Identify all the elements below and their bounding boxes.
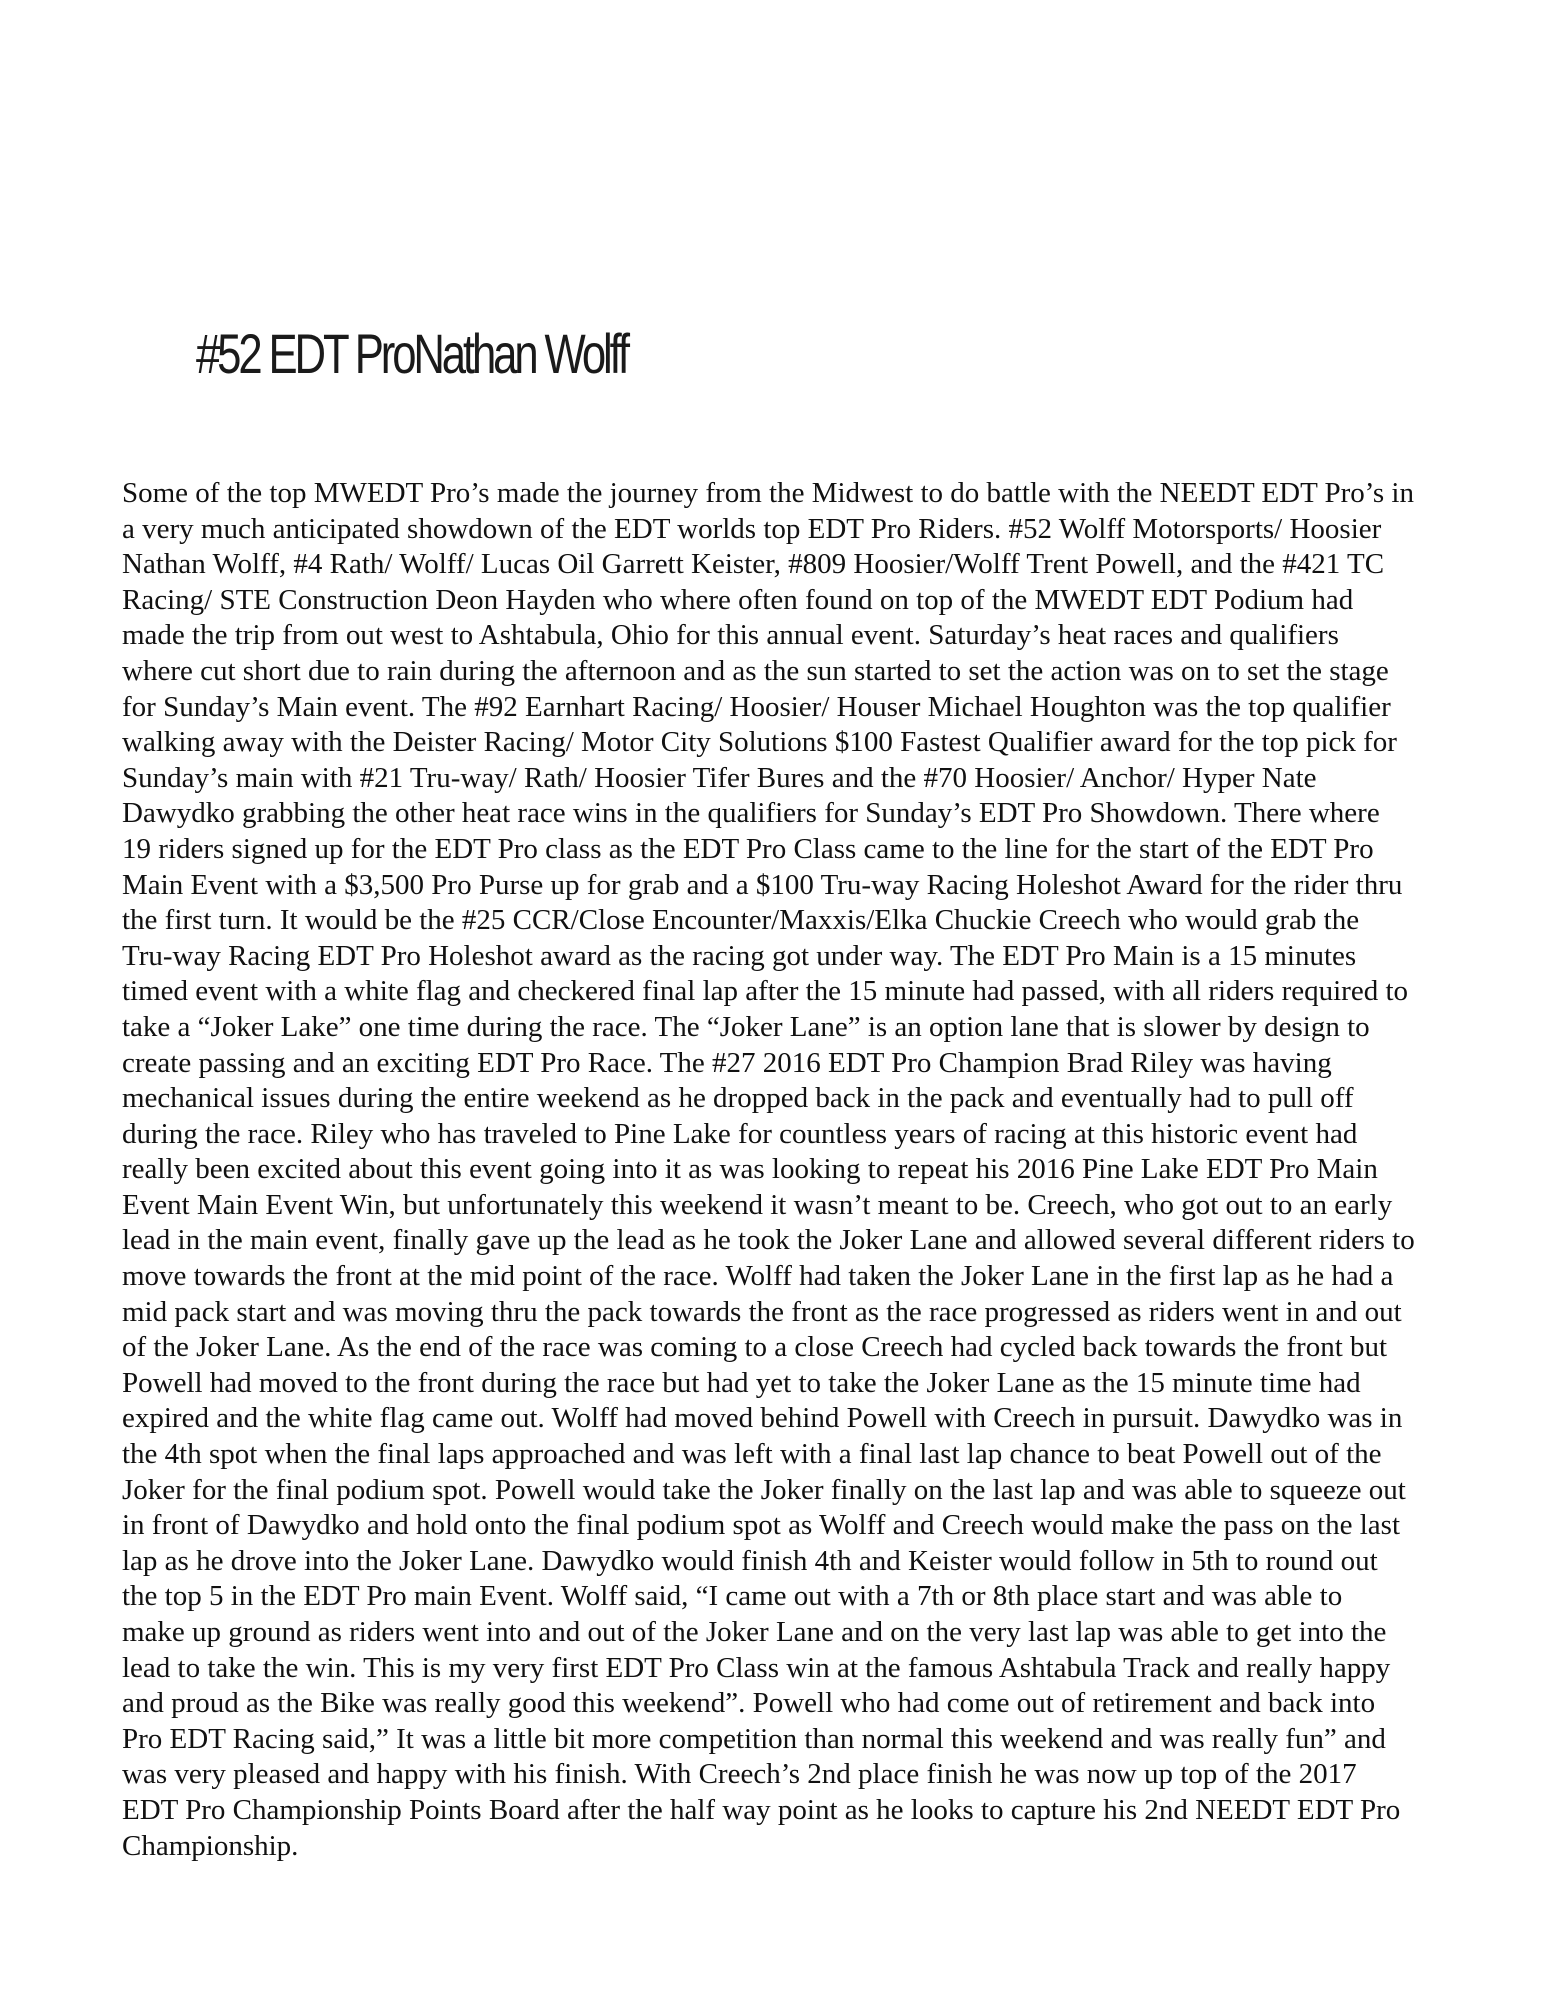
- article-line: make up ground as riders went into and out of the Joker Lane and on the very last lap was able to get into the: [122, 1616, 1387, 1648]
- article-line: timed event with a white flag and checkered final lap after the 15 minute had passed, with all riders required to: [122, 975, 1409, 1008]
- article-line: during the race. Riley who has traveled to Pine Lake for countless years of racing at this historic event had: [122, 1117, 1358, 1150]
- article-line: create passing and an exciting EDT Pro Race. The #27 2016 EDT Pro Champion Brad Riley was having: [122, 1046, 1332, 1079]
- article-line: Event Main Event Win, but unfortunately this weekend it wasn’t meant to be. Creech, who got out to an early: [122, 1188, 1393, 1221]
- article-line: the first turn. It would be the #25 CCR/Close Encounter/Maxxis/Elka Chuckie Creech who would grab the: [122, 904, 1360, 937]
- article-line: Tru-way Racing EDT Pro Holeshot award as the racing got under way. The EDT Pro Main is a 15 minutes: [122, 939, 1357, 972]
- article-line: Some of the top MWEDT Pro’s made the journey from the Midwest to do battle with the NEEDT EDT Pro’s in: [122, 477, 1414, 509]
- article-line: the top 5 in the EDT Pro main Event. Wolff said, “I came out with a 7th or 8th place start and was able to: [122, 1580, 1343, 1613]
- article-line: mechanical issues during the entire weekend as he dropped back in the pack and eventually had to pull off: [122, 1082, 1354, 1115]
- article-line: of the Joker Lane. As the end of the race was coming to a close Creech had cycled back towards the front but: [122, 1331, 1388, 1364]
- article-line: EDT Pro Championship Points Board after the half way point as he looks to capture his 2nd NEEDT EDT Pro: [122, 1793, 1401, 1826]
- article-line: 19 riders signed up for the EDT Pro class as the EDT Pro Class came to the line for the start of the EDT Pro: [122, 832, 1374, 865]
- article-line: was very pleased and happy with his finish. With Creech’s 2nd place finish he was now up top of the 2017: [122, 1758, 1357, 1791]
- article-line: a very much anticipated showdown of the EDT worlds top EDT Pro Riders. #52 Wolff Motorsports/ Hoosier: [122, 512, 1382, 545]
- article-line: Pro EDT Racing said,” It was a little bit more competition than normal this weekend and was really fun” and: [122, 1722, 1386, 1755]
- article-line: Championship.: [122, 1829, 299, 1862]
- article-line: expired and the white flag came out. Wolff had moved behind Powell with Creech in pursuit. Dawydko was in: [122, 1402, 1403, 1435]
- article-line: Main Event with a $3,500 Pro Purse up for grab and a $100 Tru-way Racing Holeshot Award for the rider thru: [122, 868, 1403, 901]
- article-line: and proud as the Bike was really good this weekend”. Powell who had come out of retirement and back into: [122, 1687, 1376, 1720]
- article-line: for Sunday’s Main event. The #92 Earnhart Racing/ Hoosier/ Houser Michael Houghton was the top qualifier: [122, 690, 1391, 723]
- article-line: Dawydko grabbing the other heat race wins in the qualifiers for Sunday’s EDT Pro Showdown. There where: [122, 797, 1380, 830]
- article-line: lead in the main event, finally gave up the lead as he took the Joker Lane and allowed several different riders to: [122, 1224, 1415, 1257]
- article-line: lap as he drove into the Joker Lane. Dawydko would finish 4th and Keister would follow in 5th to round out: [122, 1544, 1378, 1577]
- article-line: walking away with the Deister Racing/ Motor City Solutions $100 Fastest Qualifier award for the top pick for: [122, 726, 1397, 759]
- article-line: Powell had moved to the front during the race but had yet to take the Joker Lane as the 15 minute time had: [122, 1366, 1361, 1399]
- article-line: Nathan Wolff, #4 Rath/ Wolff/ Lucas Oil Garrett Keister, #809 Hoosier/Wolff Trent Powell, and the #421 TC: [122, 548, 1385, 581]
- page-title: #52 EDT ProNathan Wolff: [196, 322, 627, 385]
- article-line: made the trip from out west to Ashtabula, Ohio for this annual event. Saturday’s heat races and qualifiers: [122, 619, 1339, 652]
- article-line: Racing/ STE Construction Deon Hayden who where often found on top of the MWEDT EDT Podium had: [122, 583, 1354, 616]
- article-line: in front of Dawydko and hold onto the final podium spot as Wolff and Creech would make the pass on the last: [122, 1509, 1400, 1542]
- article-line: take a “Joker Lake” one time during the race. The “Joker Lane” is an option lane that is slower by design to: [122, 1010, 1370, 1043]
- article-line: really been excited about this event going into it as was looking to repeat his 2016 Pine Lake EDT Pro Main: [122, 1153, 1378, 1186]
- article-body: [122, 476, 1462, 1864]
- article-line: Joker for the final podium spot. Powell would take the Joker finally on the last lap and was able to squeeze out: [122, 1473, 1406, 1506]
- article-line: mid pack start and was moving thru the pack towards the front as the race progressed as riders went in and out: [122, 1295, 1402, 1328]
- article-line: Sunday’s main with #21 Tru-way/ Rath/ Hoosier Tifer Bures and the #70 Hoosier/ Anchor/ Hyper Nate: [122, 761, 1317, 794]
- article-line: lead to take the win. This is my very first EDT Pro Class win at the famous Ashtabula Track and really happy: [122, 1651, 1391, 1684]
- article-line: the 4th spot when the final laps approached and was left with a final last lap chance to beat Powell out of the: [122, 1438, 1382, 1471]
- article-line: move towards the front at the mid point of the race. Wolff had taken the Joker Lane in the first lap as he had a: [122, 1260, 1394, 1293]
- article-line: where cut short due to rain during the afternoon and as the sun started to set the action was on to set the stage: [122, 654, 1389, 687]
